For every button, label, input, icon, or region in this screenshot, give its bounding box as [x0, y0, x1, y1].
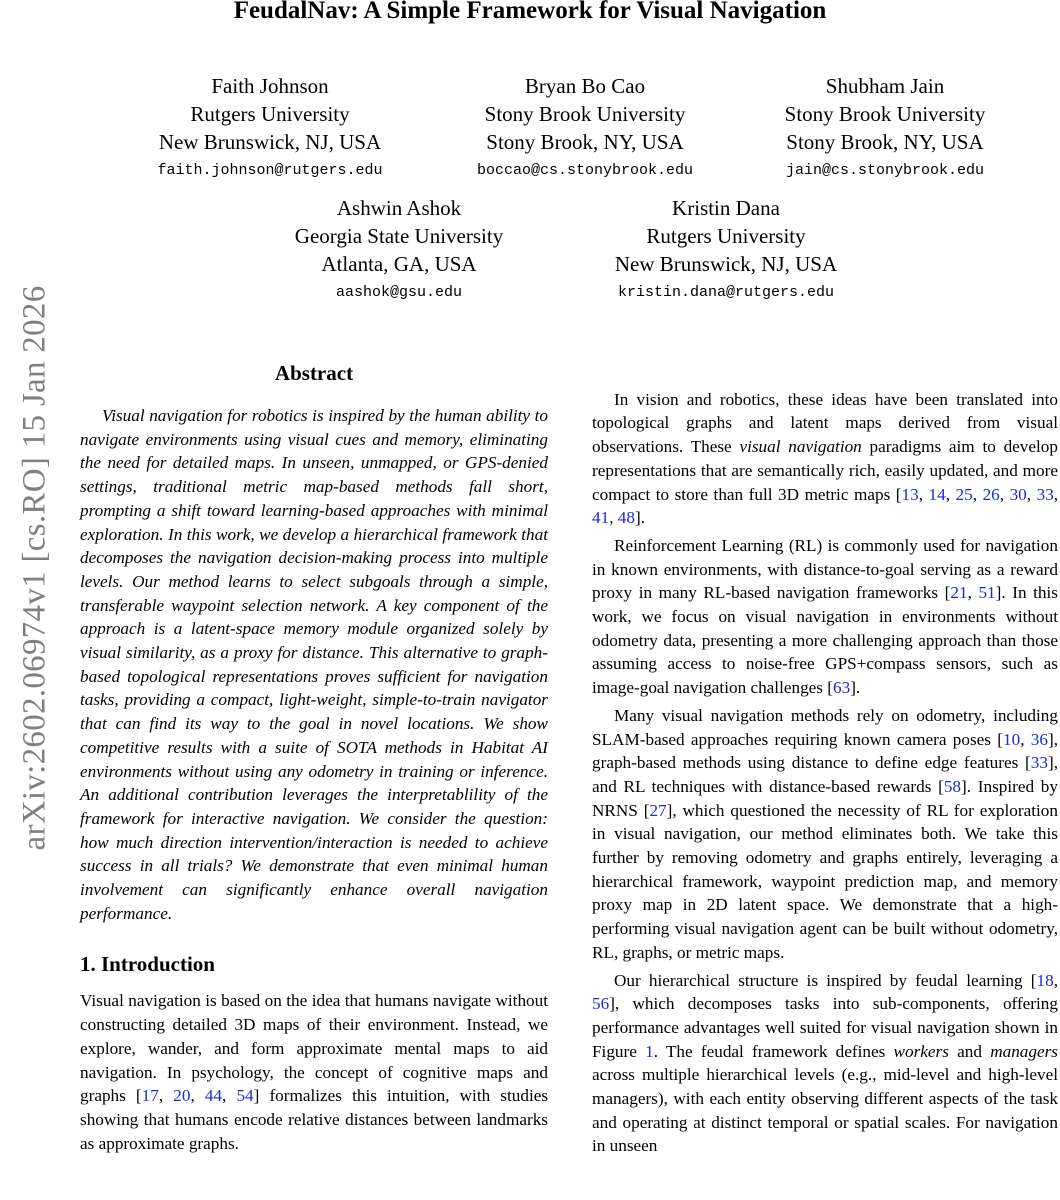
author-name: Faith Johnson: [211, 74, 329, 98]
citation-link[interactable]: 51: [978, 583, 996, 603]
author-location: Atlanta, GA, USA: [321, 252, 477, 276]
paper-title: FeudalNav: A Simple Framework for Visual Navigation: [233, 0, 827, 24]
intro-paragraph-2: In vision and robotics, these ideas have been translated into topological graphs and latent maps derived from visual observations. These visual navigation paradigms aim to develop representations that are semantically rich, easily updated, and more compact to store than full 3D metric maps [13, 14, 25, 26, 30, 33, 41, 48].: [592, 389, 1059, 528]
author-location: Stony Brook, NY, USA: [786, 130, 984, 154]
author-block: [445, 72, 725, 186]
citation-link[interactable]: 36: [1030, 729, 1048, 749]
author-location: Stony Brook, NY, USA: [486, 130, 684, 154]
intro-paragraph-5: Our hierarchical structure is inspired by feudal learning [18, 56], which decomposes tasks into sub-components, offering performance advantages well suited for visual navigation shown in Figure 1. The feudal framework defines workers and managers across multiple hierarchical levels (e.g., mid-level and high-level managers), with each entity observing different aspects of the task and operating at distinct temporal or spatial scales. For navigation in unseen: [592, 970, 1058, 1156]
intro-paragraph-1: Visual navigation is based on the idea that humans navigate without constructing detailed 3D maps of their environment. Instead, we explore, wander, and form approximate mental maps to aid navigation. In psychology, the concept of cognitive maps and graphs [17, 20, 44, 54] formalizes this intuition, with studies showing that humans encode relative distances between landmarks as approximate graphs.: [80, 991, 549, 1153]
author-block: [745, 72, 1025, 186]
figure-link[interactable]: 1: [645, 1041, 654, 1061]
citation-link[interactable]: 17: [141, 1086, 159, 1106]
author-block: [259, 194, 539, 308]
author-email[interactable]: boccao@cs.stonybrook.edu: [476, 162, 694, 179]
arxiv-stamp[interactable]: arXiv:2602.06974v1 [cs.RO] 15 Jan 2026: [16, 285, 53, 851]
citation-link[interactable]: 30: [1009, 484, 1027, 504]
intro-paragraph-3: Reinforcement Learning (RL) is commonly used for navigation in known environments, with distance-to-goal serving as a reward proxy in many RL-based navigation frameworks [21, 51]. In this work, we focus on visual navigation in environments without odometry data, presenting a more challenging approach than those assuming access to noise-free GPS+compass sensors, such as image-goal navigation challenges [63].: [592, 535, 1058, 698]
citation-link[interactable]: 33: [1036, 484, 1054, 504]
author-affiliation: Rutgers University: [646, 224, 806, 248]
citation-link[interactable]: 44: [204, 1086, 223, 1106]
citation-link[interactable]: 27: [649, 800, 667, 820]
author-affiliation: Stony Brook University: [484, 102, 686, 126]
left-column: [80, 360, 548, 1155]
author-affiliation: Stony Brook University: [784, 102, 986, 126]
citation-link[interactable]: 56: [592, 994, 610, 1014]
author-location: New Brunswick, NJ, USA: [614, 252, 838, 276]
author-block: [130, 72, 410, 186]
citation-link[interactable]: 58: [943, 776, 962, 796]
citation-link[interactable]: 18: [1036, 970, 1054, 990]
author-name: Ashwin Ashok: [336, 196, 462, 220]
right-column: [592, 364, 1058, 1158]
author-name: Kristin Dana: [672, 196, 780, 220]
abstract-text: Visual navigation for robotics is inspired by the human ability to navigate environments using visual cues and memory, eliminating the need for detailed maps. In unseen, unmapped, or GPS-denied settings, traditional metric map-based methods fall short, prompting a shift toward learning-based approaches with minimal exploration. In this work, we develop a hierarchical framework that decomposes the navigation decision-making process into multiple levels. Our method learns to select subgoals through a simple, transferable waypoint selection network. A key component of the approach is a latent-space memory module organized solely by visual similarity, as a proxy for distance. This alternative to graph-based topological representations proves sufficient for navigation tasks, providing a compact, light-weight, simple-to-train navigator that can find its way to the goal in novel locations. We show competitive results with a suite of SOTA methods in Habitat AI environments without using any odometry in training or inference. An additional contribution leverages the interpretablility of the framework for interactive navigation. We consider the question: how much direction intervention/interaction is needed to achieve success in all trials? We demonstrate that even minimal human involvement can significantly enhance overall navigation performance.: [80, 406, 548, 923]
citation-link[interactable]: 33: [1030, 753, 1048, 773]
author-location: New Brunswick, NJ, USA: [158, 130, 382, 154]
citation-link[interactable]: 63: [833, 678, 851, 698]
author-email[interactable]: aashok@gsu.edu: [335, 284, 463, 301]
citation-link[interactable]: 25: [955, 484, 973, 504]
author-name: Bryan Bo Cao: [524, 74, 646, 98]
citation-link[interactable]: 20: [173, 1086, 191, 1106]
citation-link[interactable]: 14: [928, 484, 946, 504]
author-name: Shubham Jain: [825, 74, 945, 98]
intro-paragraph-4: Many visual navigation methods rely on odometry, including SLAM-based approaches requiring known camera poses [10, 36], graph-based methods using distance to define edge features [33], and RL techniques with distance-based rewards [58]. Inspired by NRNS [27], which questioned the necessity of RL for exploration in visual navigation, our method eliminates both. We take this further by removing odometry and graphs entirely, leveraging a hierarchical framework, waypoint prediction map, and memory proxy map in 2D latent space. We demonstrate that a high-performing visual navigation agent can be built without odometry, RL, graphs, or metric maps.: [592, 705, 1058, 962]
author-block: [586, 194, 866, 308]
author-affiliation: Georgia State University: [294, 224, 504, 248]
abstract-heading: Abstract: [274, 361, 354, 385]
section-heading-introduction: 1. Introduction: [80, 952, 215, 977]
citation-link[interactable]: 48: [617, 508, 635, 528]
author-affiliation: Rutgers University: [190, 102, 350, 126]
author-email[interactable]: faith.johnson@rutgers.edu: [157, 162, 383, 179]
citation-link[interactable]: 13: [901, 484, 919, 504]
citation-link[interactable]: 10: [1003, 729, 1021, 749]
citation-link[interactable]: 41: [592, 508, 610, 528]
citation-link[interactable]: 21: [950, 583, 968, 603]
author-email[interactable]: kristin.dana@rutgers.edu: [617, 284, 835, 301]
citation-link[interactable]: 54: [236, 1086, 254, 1106]
author-email[interactable]: jain@cs.stonybrook.edu: [785, 162, 985, 179]
citation-link[interactable]: 26: [982, 484, 1000, 504]
